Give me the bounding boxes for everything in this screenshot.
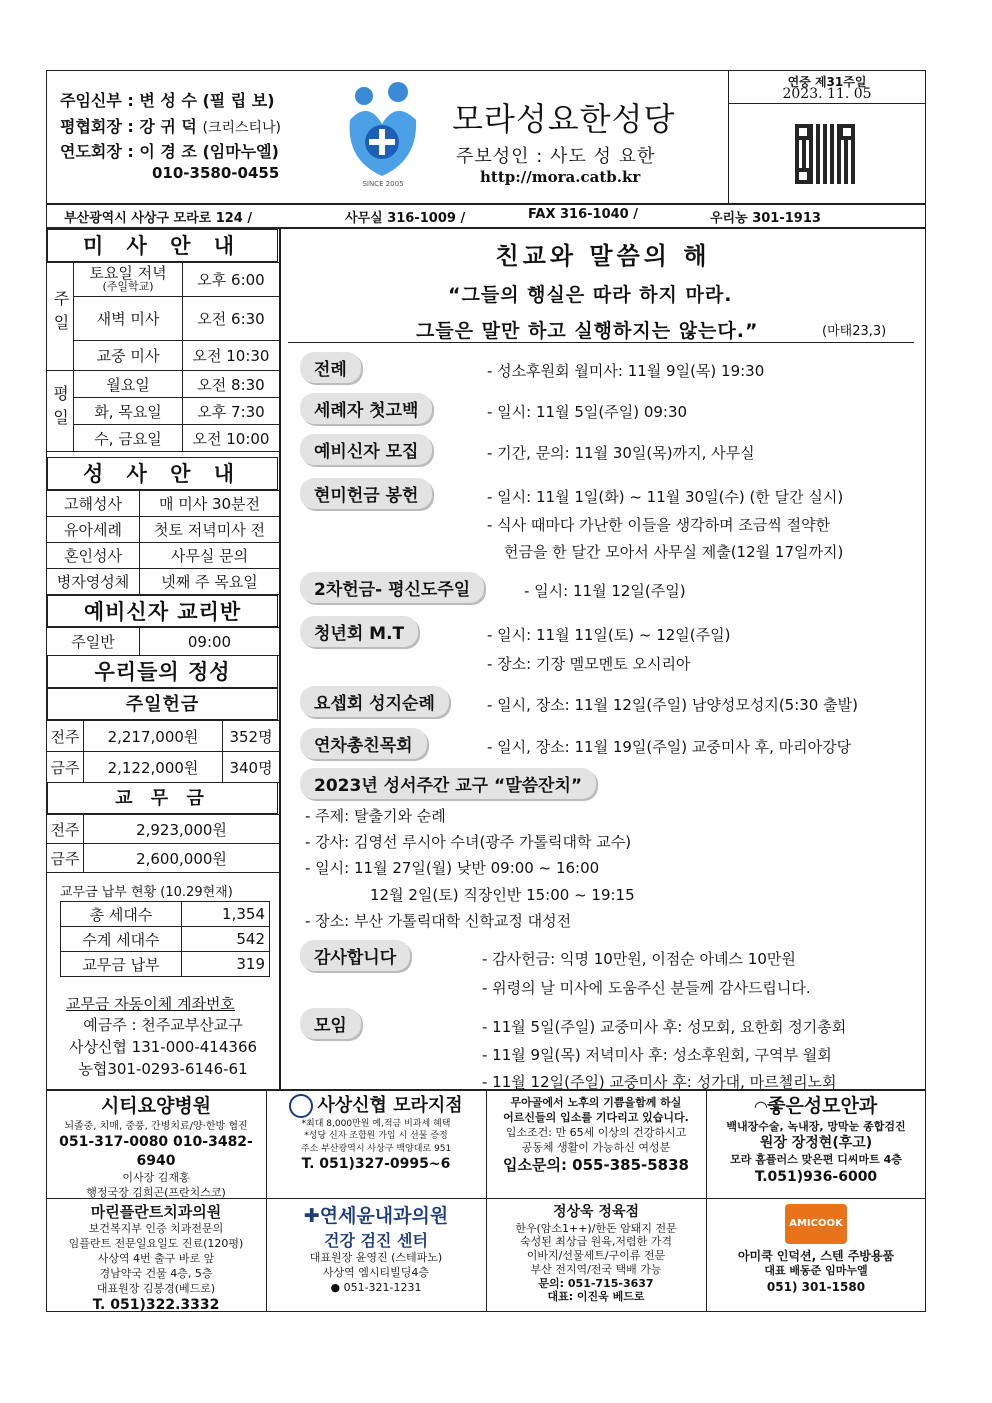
mass-row-time: 오전 10:00 [183, 425, 280, 452]
notice-line: - 11월 5일(주일) 교중미사 후: 성모회, 요한회 정기총회 [482, 1018, 847, 1036]
notice-label-first-confession: 세례자 첫고백 [300, 393, 432, 424]
ad-line: 한우(암소1++)/한돈 암돼지 전문 [515, 1221, 677, 1235]
mass-row-name: 토요일 저녁 (주일학교) [74, 263, 183, 297]
status-value: 319 [182, 952, 270, 977]
ad-line: 051) 301-1580 [766, 1280, 866, 1295]
notice-label-annual-gathering: 연차총친목회 [300, 728, 427, 759]
ad-title: ✚연세윤내과의원 [303, 1205, 449, 1227]
dues-week: 금주 [47, 844, 84, 873]
ad-line: 모라 홈플러스 맞은편 디씨마트 4층 [730, 1153, 902, 1167]
ad-line: ● 051-321-1231 [330, 1280, 422, 1294]
offering-count: 340명 [223, 752, 280, 783]
ad-line: *최대 8,000만원 예,적금 비과세 혜택 [301, 1119, 451, 1130]
parish-name: 모라성요한성당 [452, 100, 676, 138]
eye-icon: ◠ [754, 1097, 768, 1116]
sunday-offering-table [46, 720, 280, 783]
gospel-quote-line2: 그들은 말만 하고 실행하지는 않는다.” [416, 320, 759, 342]
notice-line: - 일시, 장소: 11월 12일(주일) 남양성모성지(5:30 출발) [487, 696, 858, 714]
account-holder: 예금주 : 천주교부산교구 [83, 1016, 243, 1034]
ad-line: 행정국장 김희곤(프란치스코) [86, 1185, 226, 1199]
notice-line: - 감사헌금: 익명 10만원, 이점순 아녜스 10만원 [482, 950, 796, 968]
ad-line: 보건복지부 인증 치과전문의 [88, 1222, 224, 1236]
sunday-offering-title: 주일헌금 [46, 688, 278, 720]
notice-line: - 장소: 기장 멜모멘토 오시리아 [487, 655, 691, 673]
notice-line: - 일시: 11월 27일(월) 낮반 09:00 ~ 16:00 [305, 859, 600, 877]
council-name: 평협회장 : 강 귀 덕 [60, 117, 197, 136]
ad-title: 정상욱 정육점 [552, 1204, 640, 1220]
office-phone: 사무실 316-1009 / [345, 211, 466, 226]
pastor-name: 주임신부 : 변 성 수 (필 립 보) [60, 91, 275, 110]
notice-label-liturgy: 전례 [300, 352, 361, 383]
clinic-icon: ✚ [303, 1205, 320, 1227]
ad-line: 문의: 051-715-3637 [538, 1276, 654, 1290]
mass-row-time: 오후 6:00 [183, 263, 280, 297]
mass-row-name: 새벽 미사 [74, 297, 183, 341]
offering-week: 전주 [47, 721, 84, 752]
sacrament-value: 넷째 주 목요일 [140, 569, 280, 595]
bulletin-date: 2023. 11. 05 [782, 86, 872, 102]
ad-butcher[interactable] [486, 1204, 706, 1304]
ad-line: 대표: 이진욱 베드로 [547, 1290, 645, 1304]
ad-line: 주소 부산광역시 사상구 백양대로 951 [300, 1143, 452, 1154]
notice-label-catechumen-recruit: 예비신자 모집 [300, 434, 432, 465]
notice-line: - 일시, 장소: 11월 19일(주일) 교중미사 후, 마리아강당 [487, 738, 852, 756]
ad-line: 051-317-0080 010-3482-6940 [59, 1134, 253, 1170]
mass-row-time: 오전 8:30 [183, 371, 280, 398]
gospel-quote-line1: “그들의 행실은 따라 하지 마라. [448, 284, 733, 306]
sacrament-name: 혼인성사 [47, 543, 140, 569]
status-label: 수계 세대수 [61, 927, 182, 952]
mass-row-name: 교중 미사 [74, 341, 183, 371]
ad-line: 원장 장정현(후고) [759, 1135, 873, 1152]
catechumen-table [46, 627, 280, 656]
notice-line: - 성소후원회 월미사: 11월 9일(목) 19:30 [487, 362, 765, 380]
notice-label-youth-mt: 청년회 M.T [300, 616, 418, 647]
notice-line: - 일시: 11월 1일(화) ~ 11월 30일(수) (한 달간 실시) [487, 488, 844, 506]
ad-line: *성당 신자 조합원 가입 시 선물 증정 [304, 1131, 448, 1142]
ad-title: 무아골에서 노후의 기쁨을함께 하실 [510, 1096, 682, 1109]
dues-title: 교 무 금 [46, 782, 278, 814]
ad-title: ◠좋은성모안과 [754, 1095, 878, 1117]
sacraments-title: 성 사 안 내 [46, 457, 278, 490]
ad-line: 대표원장 김봉경(베드로) [96, 1281, 216, 1295]
ad-line: 입소문의: 055-385-5838 [502, 1156, 689, 1175]
mass-row-name: 수, 금요일 [74, 425, 183, 452]
notice-line: 헌금을 한 달간 모아서 사무실 제출(12월 17일까지) [504, 543, 844, 561]
patron-saint: 주보성인 : 사도 성 요한 [456, 146, 656, 167]
year-theme-title: 친교와 말씀의 해 [495, 242, 711, 270]
ad-dental-clinic[interactable] [46, 1202, 266, 1315]
sacrament-name: 병자영성체 [47, 569, 140, 595]
ad-title: 사상신협 모라지점 [266, 1094, 486, 1118]
parish-url[interactable]: http://mora.catb.kr [480, 168, 641, 186]
notice-label-bible-week: 2023년 성서주간 교구 “말씀잔치” [300, 768, 596, 799]
ad-line: 어르신들의 입소를 기다리고 있습니다. [503, 1110, 689, 1124]
dues-amount: 2,600,000원 [84, 844, 280, 873]
sacrament-name: 유아세례 [47, 517, 140, 543]
ad-line: 숙성된 최상급 원육,저렴한 가격 [519, 1235, 673, 1249]
notice-line: - 11월 12일(주일) 교중미사 후: 성가대, 마르첼리노회 [482, 1073, 837, 1091]
offering-amount: 2,217,000원 [84, 721, 223, 752]
notice-label-rice-offering: 현미헌금 봉헌 [300, 478, 432, 509]
ad-line: 경남약국 건물 4층, 5층 [99, 1266, 213, 1280]
mass-row-time: 오전 6:30 [183, 297, 280, 341]
mass-row-name: 화, 목요일 [74, 398, 183, 425]
notice-label-thanks: 감사합니다 [300, 940, 410, 971]
dues-amount: 2,923,000원 [84, 815, 280, 844]
mass-row-time: 오전 10:30 [183, 341, 280, 371]
notice-label-joseph-pilgrimage: 요셉회 성지순례 [300, 686, 449, 717]
dues-status-table [60, 901, 270, 977]
ad-line: 대표원장 윤영진 (스테파노) [309, 1251, 443, 1265]
status-value: 1,354 [182, 902, 270, 927]
status-label: 교무금 납부 [61, 952, 182, 977]
qr-code[interactable] [795, 124, 855, 184]
catechumen-class: 주일반 [47, 628, 140, 656]
ad-line: 건강 검진 센터 [324, 1230, 428, 1250]
parish-logo [338, 80, 428, 192]
ad-line: 대표 배동준 임마누엘 [764, 1264, 868, 1278]
sacrament-value: 사무실 문의 [140, 543, 280, 569]
woorinong-phone: 우리농 301-1913 [710, 211, 821, 226]
ad-line: 이사장 김재홍 [122, 1170, 190, 1184]
ad-sasang-credit[interactable] [266, 1094, 486, 1174]
notice-line: - 일시: 11월 12일(주일) [524, 582, 686, 600]
sacraments-table [46, 490, 280, 595]
mass-schedule-table [46, 262, 280, 452]
notice-line: - 장소: 부산 가톨릭대학 신학교정 대성전 [305, 912, 572, 930]
notice-line: - 강사: 김영선 루시아 수녀(광주 가톨릭대학 교수) [305, 833, 632, 851]
ad-line: 공동체 생활이 가능하신 여성분 [521, 1140, 671, 1154]
account-title: 교무금 자동이체 계좌번호 [66, 995, 235, 1013]
ad-eye-clinic[interactable] [706, 1094, 926, 1187]
ad-internal-clinic[interactable] [266, 1204, 486, 1296]
council-president [60, 114, 281, 137]
offering-week: 금주 [47, 752, 84, 783]
dues-table [46, 814, 280, 873]
catechumen-title: 예비신자 교리반 [46, 595, 278, 627]
notice-line: - 일시: 11월 5일(주일) 09:30 [487, 403, 688, 421]
ad-line: 뇌졸중, 치매, 중풍, 간병치료/양·한방 협진 [64, 1120, 248, 1132]
notice-label-meetings: 모임 [300, 1008, 361, 1039]
ad-line: T. 051)322.3332 [92, 1297, 220, 1314]
ad-line: T.051)936-6000 [754, 1169, 878, 1186]
parish-logo-icon [338, 80, 428, 192]
contact-phone: 010-3580-0455 [152, 164, 280, 182]
mass-row-name: 월요일 [74, 371, 183, 398]
notice-line: - 주제: 탈출기와 순례 [305, 807, 446, 825]
ad-line: 부산 전지역/전국 택배 가능 [530, 1262, 662, 1276]
dues-status-title: 교무금 납부 현황 (10.29현재) [60, 885, 233, 900]
credit-union-icon [289, 1094, 313, 1118]
notice-line: - 일시: 11월 11일(토) ~ 12일(주일) [487, 626, 731, 644]
ad-line: 입소조건: 만 65세 이상의 건강하시고 [505, 1125, 687, 1139]
notice-line: - 기간, 문의: 11월 30일(목)까지, 사무실 [487, 444, 755, 462]
ad-title: 시티요양병원 [100, 1095, 212, 1117]
account-shinhyup: 사상신협 131-000-414366 [68, 1038, 258, 1056]
offering-title: 우리들의 정성 [46, 655, 278, 688]
theme-divider [288, 342, 914, 343]
notice-line: - 식사 때마다 가난한 이들을 생각하며 조금씩 절약한 [487, 516, 831, 534]
council-baptism: (크리스티나) [202, 120, 281, 136]
ad-line: 백내장수술, 녹내장, 망막눈 종합검진 [726, 1119, 906, 1133]
account-nonghyup: 농협301-0293-6146-61 [78, 1060, 248, 1078]
ad-title: 마린플란트치과의원 [90, 1203, 222, 1221]
sunday-label: 주일 [47, 263, 74, 371]
fax-number: FAX 316-1040 / [528, 207, 638, 222]
parish-address: 부산광역시 사상구 모라로 124 / [64, 211, 253, 226]
mass-schedule-title: 미 사 안 내 [46, 229, 278, 262]
phone-icon: ● [330, 1280, 341, 1294]
catechumen-time: 09:00 [140, 628, 280, 656]
amicook-logo: AMICOOK [785, 1204, 847, 1244]
notice-line: - 11월 9일(목) 저녁미사 후: 성소후원회, 구역부 월회 [482, 1046, 832, 1064]
status-value: 542 [182, 927, 270, 952]
status-label: 총 세대수 [61, 902, 182, 927]
weekday-label: 평일 [47, 371, 74, 452]
ad-city-hospital[interactable] [46, 1094, 266, 1201]
league-president: 연도회장 : 이 경 조 (임마누엘) [60, 142, 279, 161]
sacrament-name: 고해성사 [47, 491, 140, 517]
offering-amount: 2,122,000원 [84, 752, 223, 783]
sacrament-value: 매 미사 30분전 [140, 491, 280, 517]
ad-line: 임플란트 전문일요일도 진료(120평) [68, 1237, 244, 1251]
sacrament-value: 첫토 저녁미사 전 [140, 517, 280, 543]
notice-line: - 위령의 날 미사에 도움주신 분들께 감사드립니다. [482, 979, 811, 997]
ad-line: 사상역 엠시티빌딩4층 [322, 1266, 430, 1280]
liturgical-week: 연중 제31주일 [787, 75, 867, 89]
notice-label-second-collection: 2차헌금- 평신도주일 [300, 572, 484, 603]
ad-line: T. 051)327-0995~6 [301, 1155, 451, 1172]
dues-week: 전주 [47, 815, 84, 844]
ad-mua-gol[interactable] [486, 1096, 706, 1176]
header-divider [728, 103, 926, 104]
mass-row-time: 오후 7:30 [183, 398, 280, 425]
ad-line: 아미쿡 인덕션, 스텐 주방용품 [737, 1249, 895, 1263]
ad-line: 사상역 4번 출구 바로 앞 [97, 1251, 215, 1265]
offering-count: 352명 [223, 721, 280, 752]
gospel-reference: (마태23,3) [822, 324, 887, 339]
logo-caption: SINCE 2005 [362, 180, 404, 188]
ad-amicook[interactable] [706, 1204, 926, 1295]
notice-line: 12월 2일(토) 직장인반 15:00 ~ 19:15 [370, 886, 635, 904]
ad-line: 이바지/선물세트/구이류 전문 [526, 1249, 666, 1262]
